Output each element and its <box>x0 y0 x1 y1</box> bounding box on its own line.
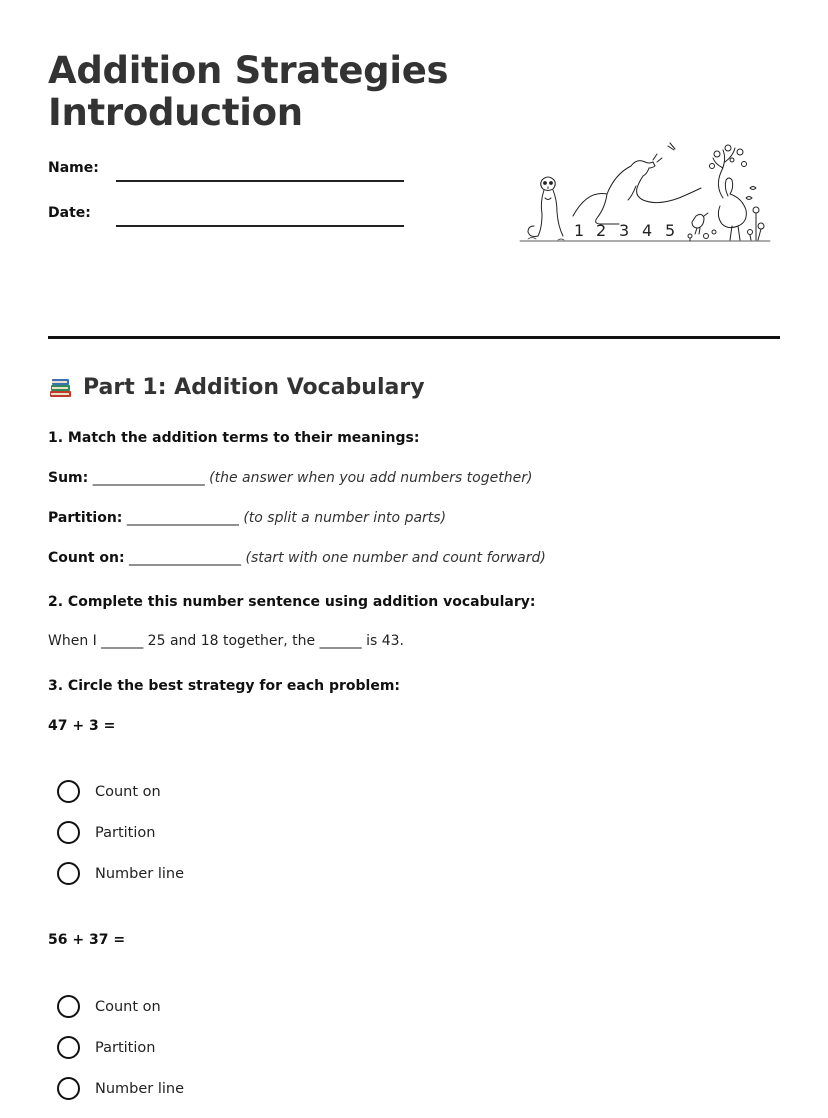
illustration-number-4: 4 <box>642 221 653 240</box>
option-count-on[interactable] <box>57 995 161 1018</box>
vocab-hint: (to split a number into parts) <box>243 510 447 526</box>
radio-circle[interactable] <box>57 995 80 1018</box>
option-partition[interactable] <box>57 821 155 844</box>
option-number-line[interactable] <box>57 1077 184 1100</box>
option-label: Count on <box>95 783 161 800</box>
question-2-prompt: 2. Complete this number sentence using addition vocabulary: <box>48 594 536 610</box>
name-field[interactable] <box>116 180 404 182</box>
vocab-hint: (the answer when you add numbers together) <box>209 470 533 486</box>
option-count-on[interactable] <box>57 780 161 803</box>
name-label: Name: <box>48 160 99 176</box>
option-label: Partition <box>95 824 156 841</box>
answer-blank[interactable]: ________________ <box>129 550 242 566</box>
illustration-number-3: 3 <box>619 221 630 240</box>
problem-2-expression: 56 + 37 = <box>48 932 126 948</box>
radio-circle[interactable] <box>57 821 80 844</box>
title-line-2: Introduction <box>48 91 303 134</box>
option-label: Number line <box>95 865 185 882</box>
radio-circle[interactable] <box>57 862 80 885</box>
answer-blank[interactable]: ________________ <box>126 510 239 526</box>
option-label: Partition <box>95 1039 156 1056</box>
vocab-hint: (start with one number and count forward) <box>245 550 546 566</box>
option-label: Count on <box>95 998 161 1015</box>
option-label: Number line <box>95 1080 185 1097</box>
question-3-prompt: 3. Circle the best strategy for each problem: <box>48 678 401 694</box>
animals-illustration <box>518 138 773 246</box>
illustration-number-1: 1 <box>574 221 585 240</box>
illustration-number-5: 5 <box>665 221 676 240</box>
vocab-item-partition <box>48 510 446 526</box>
vocab-term: Sum: <box>48 470 89 486</box>
part1-heading-text: Part 1: Addition Vocabulary <box>83 374 425 400</box>
vocab-item-sum <box>48 470 532 486</box>
part1-heading <box>48 374 425 400</box>
option-partition[interactable] <box>57 1036 155 1059</box>
books-icon <box>48 374 74 400</box>
problem-1-expression: 47 + 3 = <box>48 718 116 734</box>
radio-circle[interactable] <box>57 1036 80 1059</box>
vocab-item-count-on <box>48 550 546 566</box>
vocab-term: Partition: <box>48 510 123 526</box>
section-divider <box>48 336 780 339</box>
date-field[interactable] <box>116 225 404 227</box>
answer-blank[interactable]: ________________ <box>92 470 205 486</box>
question-1-prompt: 1. Match the addition terms to their meanings: <box>48 430 420 446</box>
worksheet-title <box>48 50 448 134</box>
date-label: Date: <box>48 205 91 221</box>
vocab-term: Count on: <box>48 550 125 566</box>
title-line-1: Addition Strategies <box>48 49 449 92</box>
radio-circle[interactable] <box>57 1077 80 1100</box>
number-sentence[interactable]: When I ______ 25 and 18 together, the ______ is 43. <box>48 633 404 649</box>
illustration-number-2: 2 <box>596 221 607 240</box>
option-number-line[interactable] <box>57 862 184 885</box>
radio-circle[interactable] <box>57 780 80 803</box>
